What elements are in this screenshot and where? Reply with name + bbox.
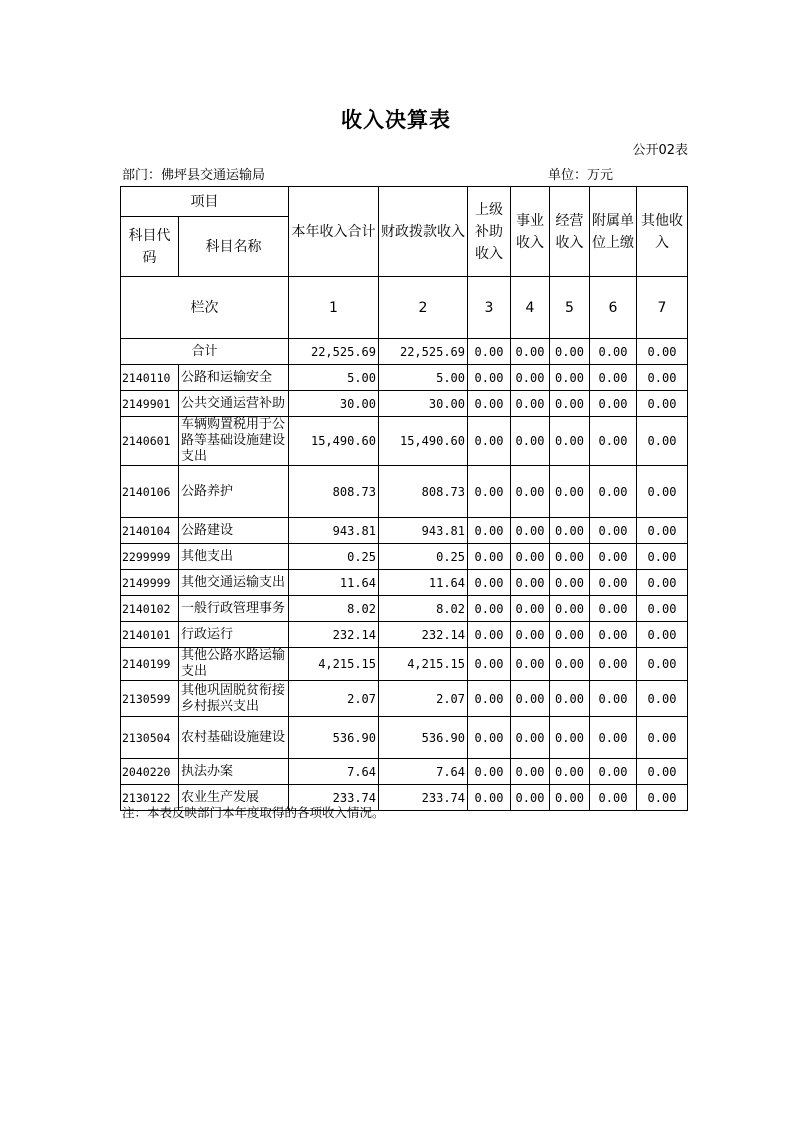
affiliated-units-cell: 0.00 bbox=[590, 717, 637, 759]
total-col4: 0.00 bbox=[511, 339, 550, 365]
affiliated-units-cell: 0.00 bbox=[590, 681, 637, 717]
operating-income-cell: 0.00 bbox=[550, 570, 590, 596]
business-income-cell: 0.00 bbox=[511, 785, 550, 811]
subject-code-cell: 2149999 bbox=[121, 570, 179, 596]
superior-subsidy-cell: 0.00 bbox=[468, 570, 511, 596]
total-income-cell: 2.07 bbox=[289, 681, 379, 717]
fiscal-allocation-cell: 4,215.15 bbox=[379, 648, 468, 681]
superior-subsidy-cell: 0.00 bbox=[468, 596, 511, 622]
operating-income-cell: 0.00 bbox=[550, 681, 590, 717]
subject-name-cell: 行政运行 bbox=[179, 622, 289, 648]
total-income-cell: 233.74 bbox=[289, 785, 379, 811]
affiliated-units-cell: 0.00 bbox=[590, 391, 637, 417]
subject-code-cell: 2140199 bbox=[121, 648, 179, 681]
fiscal-allocation-cell: 0.25 bbox=[379, 544, 468, 570]
operating-income-cell: 0.00 bbox=[550, 717, 590, 759]
column-index-5: 5 bbox=[550, 277, 590, 339]
column-index-4: 4 bbox=[511, 277, 550, 339]
header-total-income: 本年收入合计 bbox=[289, 187, 379, 277]
subject-name-cell: 农业生产发展 bbox=[179, 785, 289, 811]
business-income-cell: 0.00 bbox=[511, 596, 550, 622]
total-income-cell: 15,490.60 bbox=[289, 417, 379, 466]
affiliated-units-cell: 0.00 bbox=[590, 544, 637, 570]
total-income-cell: 11.64 bbox=[289, 570, 379, 596]
total-row bbox=[121, 339, 688, 365]
affiliated-units-cell: 0.00 bbox=[590, 417, 637, 466]
business-income-cell: 0.00 bbox=[511, 365, 550, 391]
other-income-cell: 0.00 bbox=[637, 596, 688, 622]
subject-code-cell: 2040220 bbox=[121, 759, 179, 785]
table-row bbox=[121, 518, 688, 544]
superior-subsidy-cell: 0.00 bbox=[468, 785, 511, 811]
subject-name-cell: 车辆购置税用于公路等基础设施建设支出 bbox=[179, 417, 289, 466]
total-col2: 22,525.69 bbox=[379, 339, 468, 365]
business-income-cell: 0.00 bbox=[511, 518, 550, 544]
total-income-cell: 808.73 bbox=[289, 466, 379, 518]
subject-name-cell: 其他支出 bbox=[179, 544, 289, 570]
business-income-cell: 0.00 bbox=[511, 466, 550, 518]
superior-subsidy-cell: 0.00 bbox=[468, 681, 511, 717]
superior-subsidy-cell: 0.00 bbox=[468, 622, 511, 648]
page-title: 收入决算表 bbox=[341, 108, 451, 132]
total-income-cell: 943.81 bbox=[289, 518, 379, 544]
table-row bbox=[121, 570, 688, 596]
other-income-cell: 0.00 bbox=[637, 681, 688, 717]
header-other-income: 其他收入 bbox=[637, 187, 688, 277]
header-fiscal-allocation: 财政拨款收入 bbox=[379, 187, 468, 277]
header-affiliated-units: 附属单位上缴 bbox=[590, 187, 637, 277]
operating-income-cell: 0.00 bbox=[550, 544, 590, 570]
total-col1: 22,525.69 bbox=[289, 339, 379, 365]
table-row bbox=[121, 648, 688, 681]
subject-name-cell: 公共交通运营补助 bbox=[179, 391, 289, 417]
total-col3: 0.00 bbox=[468, 339, 511, 365]
fiscal-allocation-cell: 7.64 bbox=[379, 759, 468, 785]
fiscal-allocation-cell: 5.00 bbox=[379, 365, 468, 391]
other-income-cell: 0.00 bbox=[637, 544, 688, 570]
affiliated-units-cell: 0.00 bbox=[590, 365, 637, 391]
table-row bbox=[121, 391, 688, 417]
subject-name-cell: 农村基础设施建设 bbox=[179, 717, 289, 759]
business-income-cell: 0.00 bbox=[511, 759, 550, 785]
fiscal-allocation-cell: 536.90 bbox=[379, 717, 468, 759]
fiscal-allocation-cell: 15,490.60 bbox=[379, 417, 468, 466]
fiscal-allocation-cell: 943.81 bbox=[379, 518, 468, 544]
total-income-cell: 7.64 bbox=[289, 759, 379, 785]
other-income-cell: 0.00 bbox=[637, 417, 688, 466]
subject-name-cell: 其他巩固脱贫衔接乡村振兴支出 bbox=[179, 681, 289, 717]
affiliated-units-cell: 0.00 bbox=[590, 622, 637, 648]
header-operating-income: 经营收入 bbox=[550, 187, 590, 277]
subject-name-cell: 其他公路水路运输支出 bbox=[179, 648, 289, 681]
header-subject-name: 科目名称 bbox=[179, 217, 289, 277]
income-table bbox=[120, 186, 688, 811]
other-income-cell: 0.00 bbox=[637, 391, 688, 417]
table-row bbox=[121, 759, 688, 785]
subject-name-cell: 一般行政管理事务 bbox=[179, 596, 289, 622]
business-income-cell: 0.00 bbox=[511, 648, 550, 681]
table-row bbox=[121, 365, 688, 391]
subject-code-cell: 2130122 bbox=[121, 785, 179, 811]
total-income-cell: 8.02 bbox=[289, 596, 379, 622]
column-index-6: 6 bbox=[590, 277, 637, 339]
fiscal-allocation-cell: 30.00 bbox=[379, 391, 468, 417]
superior-subsidy-cell: 0.00 bbox=[468, 648, 511, 681]
superior-subsidy-cell: 0.00 bbox=[468, 466, 511, 518]
subject-name-cell: 公路和运输安全 bbox=[179, 365, 289, 391]
total-label: 合计 bbox=[121, 339, 289, 365]
affiliated-units-cell: 0.00 bbox=[590, 648, 637, 681]
header-superior-subsidy: 上级补助收入 bbox=[468, 187, 511, 277]
column-index-label: 栏次 bbox=[121, 277, 289, 339]
total-income-cell: 5.00 bbox=[289, 365, 379, 391]
other-income-cell: 0.00 bbox=[637, 785, 688, 811]
total-income-cell: 0.25 bbox=[289, 544, 379, 570]
total-income-cell: 30.00 bbox=[289, 391, 379, 417]
column-index-2: 2 bbox=[379, 277, 468, 339]
subject-code-cell: 2140101 bbox=[121, 622, 179, 648]
superior-subsidy-cell: 0.00 bbox=[468, 759, 511, 785]
operating-income-cell: 0.00 bbox=[550, 518, 590, 544]
other-income-cell: 0.00 bbox=[637, 518, 688, 544]
total-income-cell: 232.14 bbox=[289, 622, 379, 648]
operating-income-cell: 0.00 bbox=[550, 648, 590, 681]
subject-code-cell: 2299999 bbox=[121, 544, 179, 570]
operating-income-cell: 0.00 bbox=[550, 417, 590, 466]
business-income-cell: 0.00 bbox=[511, 622, 550, 648]
other-income-cell: 0.00 bbox=[637, 365, 688, 391]
subject-code-cell: 2130599 bbox=[121, 681, 179, 717]
operating-income-cell: 0.00 bbox=[550, 785, 590, 811]
header-project: 项目 bbox=[121, 187, 289, 217]
department-label: 部门：佛坪县交通运输局 bbox=[122, 168, 266, 183]
other-income-cell: 0.00 bbox=[637, 759, 688, 785]
subject-code-cell: 2140110 bbox=[121, 365, 179, 391]
table-code: 公开02表 bbox=[632, 143, 688, 158]
fiscal-allocation-cell: 8.02 bbox=[379, 596, 468, 622]
subject-code-cell: 2140102 bbox=[121, 596, 179, 622]
operating-income-cell: 0.00 bbox=[550, 466, 590, 518]
subject-code-cell: 2140106 bbox=[121, 466, 179, 518]
superior-subsidy-cell: 0.00 bbox=[468, 391, 511, 417]
total-col7: 0.00 bbox=[637, 339, 688, 365]
business-income-cell: 0.00 bbox=[511, 417, 550, 466]
table-row bbox=[121, 466, 688, 518]
operating-income-cell: 0.00 bbox=[550, 391, 590, 417]
business-income-cell: 0.00 bbox=[511, 570, 550, 596]
superior-subsidy-cell: 0.00 bbox=[468, 365, 511, 391]
fiscal-allocation-cell: 232.14 bbox=[379, 622, 468, 648]
other-income-cell: 0.00 bbox=[637, 570, 688, 596]
table-row bbox=[121, 622, 688, 648]
other-income-cell: 0.00 bbox=[637, 466, 688, 518]
operating-income-cell: 0.00 bbox=[550, 622, 590, 648]
column-index-3: 3 bbox=[468, 277, 511, 339]
total-col6: 0.00 bbox=[590, 339, 637, 365]
table-row bbox=[121, 544, 688, 570]
column-index-7: 7 bbox=[637, 277, 688, 339]
header-subject-code: 科目代码 bbox=[121, 217, 179, 277]
table-row bbox=[121, 681, 688, 717]
table-row bbox=[121, 596, 688, 622]
affiliated-units-cell: 0.00 bbox=[590, 759, 637, 785]
other-income-cell: 0.00 bbox=[637, 717, 688, 759]
fiscal-allocation-cell: 11.64 bbox=[379, 570, 468, 596]
fiscal-allocation-cell: 808.73 bbox=[379, 466, 468, 518]
total-income-cell: 536.90 bbox=[289, 717, 379, 759]
business-income-cell: 0.00 bbox=[511, 391, 550, 417]
subject-code-cell: 2149901 bbox=[121, 391, 179, 417]
subject-code-cell: 2130504 bbox=[121, 717, 179, 759]
superior-subsidy-cell: 0.00 bbox=[468, 544, 511, 570]
other-income-cell: 0.00 bbox=[637, 648, 688, 681]
affiliated-units-cell: 0.00 bbox=[590, 785, 637, 811]
operating-income-cell: 0.00 bbox=[550, 759, 590, 785]
subject-name-cell: 其他交通运输支出 bbox=[179, 570, 289, 596]
fiscal-allocation-cell: 2.07 bbox=[379, 681, 468, 717]
affiliated-units-cell: 0.00 bbox=[590, 570, 637, 596]
fiscal-allocation-cell: 233.74 bbox=[379, 785, 468, 811]
subject-name-cell: 公路建设 bbox=[179, 518, 289, 544]
business-income-cell: 0.00 bbox=[511, 544, 550, 570]
table-row bbox=[121, 417, 688, 466]
affiliated-units-cell: 0.00 bbox=[590, 518, 637, 544]
total-income-cell: 4,215.15 bbox=[289, 648, 379, 681]
unit-label: 单位：万元 bbox=[548, 168, 614, 183]
affiliated-units-cell: 0.00 bbox=[590, 466, 637, 518]
superior-subsidy-cell: 0.00 bbox=[468, 417, 511, 466]
subject-name-cell: 执法办案 bbox=[179, 759, 289, 785]
operating-income-cell: 0.00 bbox=[550, 596, 590, 622]
business-income-cell: 0.00 bbox=[511, 681, 550, 717]
header-business-income: 事业收入 bbox=[511, 187, 550, 277]
footnote: 注：本表反映部门本年度取得的各项收入情况。 bbox=[122, 805, 385, 820]
other-income-cell: 0.00 bbox=[637, 622, 688, 648]
subject-code-cell: 2140104 bbox=[121, 518, 179, 544]
subject-name-cell: 公路养护 bbox=[179, 466, 289, 518]
business-income-cell: 0.00 bbox=[511, 717, 550, 759]
superior-subsidy-cell: 0.00 bbox=[468, 518, 511, 544]
superior-subsidy-cell: 0.00 bbox=[468, 717, 511, 759]
total-col5: 0.00 bbox=[550, 339, 590, 365]
subject-code-cell: 2140601 bbox=[121, 417, 179, 466]
table-row bbox=[121, 717, 688, 759]
column-index-1: 1 bbox=[289, 277, 379, 339]
affiliated-units-cell: 0.00 bbox=[590, 596, 637, 622]
operating-income-cell: 0.00 bbox=[550, 365, 590, 391]
